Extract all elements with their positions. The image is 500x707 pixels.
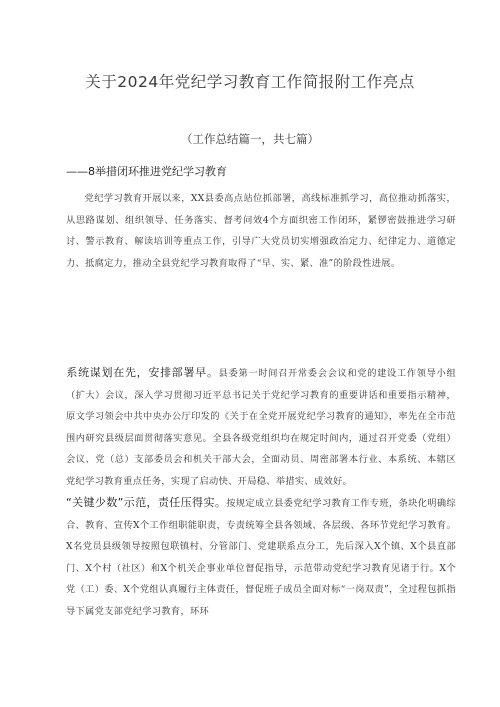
paragraph-planning (66, 362, 456, 492)
paragraph-body: 党纪学习教育开展以来，XX县委高点站位抓部署，高线标准抓学习，高位推动抓落实，从思路谋划、组织领导、任务落实、督考问效4个方面织密工作闭环，紧锣密鼓推进学习研讨、警示教育、解读培训等重点工作，引导广大党员切实增强政治定力、纪律定力、道德定力、抵腐定力，推动全县党纪学习教育取得了“早、实、紧、准”的阶段性进展。 (66, 193, 456, 269)
paragraph-lead: “关键少数”示范，责任压得实。 (66, 496, 227, 509)
document-title: 关于2024年党纪学习教育工作简报附工作亮点 (85, 73, 415, 91)
paragraph-intro (66, 188, 456, 274)
paragraph-key-minority (66, 492, 456, 622)
paragraph-body: 按规定成立县委党纪学习教育工作专班，条块化明确综合、教育、宣传X个工作组职能职责，专责统筹全县各领域、各层级、各环节党纪学习教育。X名党员县级领导按照包联镇村、分管部门、党建联系点分工，先后深入X个镇、X个县直部门、X个村（社区）和X个机关企事业单位督促指导，示范带动党纪学习教育见诸于行。X个党（工）委、X个党组认真履行主体责任，督促班子成员全面对标“一岗双责”，全过程包抓指导下属党支部党纪学习教育，环环 (66, 498, 456, 617)
paragraph-lead: 系统谋划在先，安排部署早。 (66, 366, 219, 379)
document-subtitle: （工作总结篇一，共七篇） (181, 132, 319, 146)
section-heading: ——8举措闭环推进党纪学习教育 (66, 165, 227, 178)
paragraph-body: 县委第一时间召开常委会会议和党的建设工作领导小组（扩大）会议，深入学习贯彻习近平总书记关于党纪学习教育的重要讲话和重要指示精神，原文学习领会中共中央办公厅印发的《关于在全党开展党纪学习教育的通知》，率先在全市范围内研究县级层面贯彻落实意见。全县各级党组织均在规定时间内，通过召开党委（党组）会议、党（总）支部委员会和机关干部大会，全面动员、周密部署本行业、本系统、本辖区党纪学习教育重点任务，实现了启动快、开局稳、举措实、成效好。 (66, 368, 456, 487)
